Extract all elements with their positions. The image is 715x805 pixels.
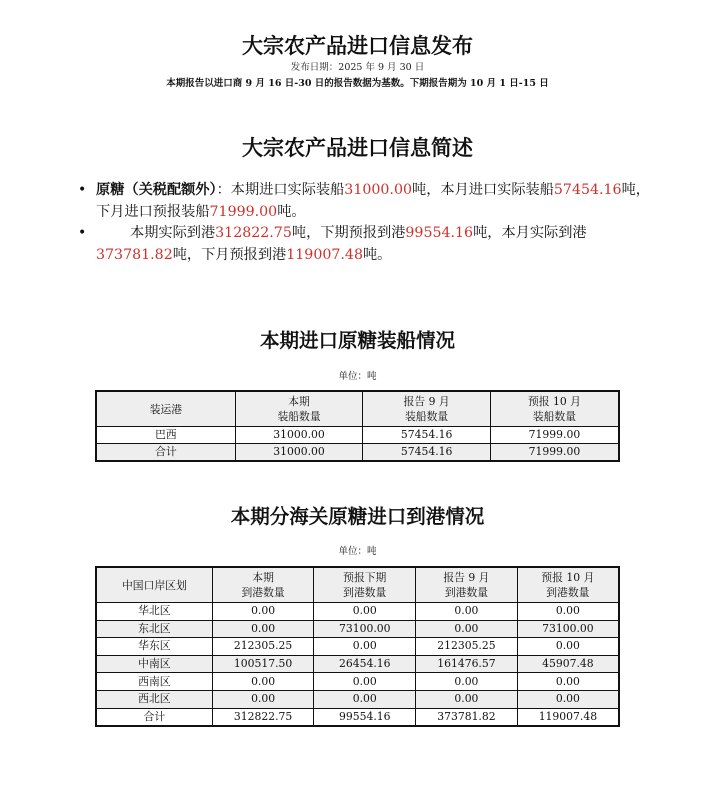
table-cell: 73100.00 xyxy=(517,620,619,638)
summary-text: 吨。 xyxy=(362,246,392,263)
table-header-cell: 本期 装船数量 xyxy=(235,391,363,427)
table-cell: 73100.00 xyxy=(314,620,416,638)
value-month-arrival: 373781.82 xyxy=(96,246,173,263)
table-cell: 合计 xyxy=(96,708,212,726)
table-cell: 中南区 xyxy=(96,655,212,673)
table-cell: 0.00 xyxy=(517,603,619,621)
summary-item-arrival xyxy=(78,223,658,266)
table-cell: 312822.75 xyxy=(212,708,314,726)
table-cell: 212305.25 xyxy=(416,638,518,656)
page-title: 大宗农产品进口信息发布 xyxy=(242,33,473,58)
table-cell: 71999.00 xyxy=(490,427,619,444)
summary-text: 吨，本月进口实际装船 xyxy=(412,182,554,198)
table-cell: 0.00 xyxy=(517,673,619,691)
summary-text: 吨，下月预报到港 xyxy=(172,246,287,263)
bullet-icon: • xyxy=(78,182,87,198)
table-cell: 0.00 xyxy=(517,690,619,708)
table-header-cell: 预报 10 月 装船数量 xyxy=(490,391,619,427)
summary-item-shipping xyxy=(78,180,658,223)
table-cell: 东北区 xyxy=(96,620,212,638)
table-cell: 99554.16 xyxy=(314,708,416,726)
table-cell: 57454.16 xyxy=(363,427,491,444)
table-cell: 0.00 xyxy=(416,673,518,691)
table-row xyxy=(96,638,619,656)
arrival-unit-label: 单位：吨 xyxy=(338,546,377,557)
table-header-cell: 预报 10 月 到港数量 xyxy=(517,567,619,603)
table-cell: 0.00 xyxy=(212,690,314,708)
table-header-cell: 报告 9 月 到港数量 xyxy=(416,567,518,603)
summary-list xyxy=(78,180,658,266)
table-cell: 0.00 xyxy=(212,603,314,621)
table-cell: 373781.82 xyxy=(416,708,518,726)
summary-text: 吨，本月实际到港 xyxy=(473,225,587,241)
table-cell: 57454.16 xyxy=(363,444,491,462)
table-row xyxy=(96,427,619,444)
table-cell: 212305.25 xyxy=(212,638,314,656)
arrival-section-title: 本期分海关原糖进口到港情况 xyxy=(230,505,485,528)
table-header-cell: 中国口岸区划 xyxy=(96,567,212,603)
table-cell: 26454.16 xyxy=(314,655,416,673)
summary-text: 本期实际到港 xyxy=(130,225,216,241)
table-header-cell: 报告 9 月 装船数量 xyxy=(363,391,491,427)
table-cell: 45907.48 xyxy=(517,655,619,673)
table-cell: 西北区 xyxy=(96,690,212,708)
table-cell: 0.00 xyxy=(212,620,314,638)
table-cell: 161476.57 xyxy=(416,655,518,673)
table-cell: 0.00 xyxy=(314,603,416,621)
table-row xyxy=(96,655,619,673)
table-header-cell: 装运港 xyxy=(96,391,235,427)
table-cell: 31000.00 xyxy=(235,444,363,462)
table-row xyxy=(96,603,619,621)
table-cell: 119007.48 xyxy=(517,708,619,726)
summary-title: 大宗农产品进口信息简述 xyxy=(242,135,473,160)
shipping-section-title: 本期进口原糖装船情况 xyxy=(259,329,455,352)
table-header-row xyxy=(96,391,619,427)
report-period-note: 本期报告以进口商 9 月 16 日-30 日的报告数据为基数。下期报告期为 10 月 1 日-15 日 xyxy=(166,78,549,89)
table-header-row xyxy=(96,567,619,603)
table-cell: 0.00 xyxy=(314,690,416,708)
table-cell: 合计 xyxy=(96,444,235,462)
table-row xyxy=(96,620,619,638)
value-month-shipped: 57454.16 xyxy=(553,182,622,198)
table-row-total xyxy=(96,708,619,726)
table-cell: 100517.50 xyxy=(212,655,314,673)
shipping-unit-label: 单位：吨 xyxy=(338,371,377,382)
table-row xyxy=(96,690,619,708)
table-cell: 0.00 xyxy=(416,603,518,621)
table-header-cell: 预报下期 到港数量 xyxy=(314,567,416,603)
table-cell: 71999.00 xyxy=(490,444,619,462)
table-cell: 0.00 xyxy=(314,673,416,691)
value-current-arrival: 312822.75 xyxy=(215,225,292,241)
bullet-icon: • xyxy=(78,225,87,241)
summary-text: 吨，下期预报到港 xyxy=(291,225,406,241)
commodity-label: 原糖（关税配额外） xyxy=(96,182,217,198)
table-cell: 31000.00 xyxy=(235,427,363,444)
value-next-arrival: 99554.16 xyxy=(405,225,474,241)
summary-text: ：本期进口实际装船 xyxy=(216,182,345,198)
value-current-shipped: 31000.00 xyxy=(344,182,412,198)
arrival-table xyxy=(95,566,620,727)
shipping-table xyxy=(95,390,620,462)
table-cell: 西南区 xyxy=(96,673,212,691)
value-next-month-arrival: 119007.48 xyxy=(286,246,363,263)
table-cell: 华北区 xyxy=(96,603,212,621)
summary-text: 吨。 xyxy=(277,203,306,220)
summary-text: 吨，下月进口预报装船 xyxy=(96,182,650,220)
table-row-total xyxy=(96,444,619,462)
table-cell: 0.00 xyxy=(314,638,416,656)
table-header-cell: 本期 到港数量 xyxy=(212,567,314,603)
publish-date: 发布日期：2025 年 9 月 30 日 xyxy=(290,62,425,73)
table-cell: 0.00 xyxy=(212,673,314,691)
table-row xyxy=(96,673,619,691)
table-cell: 巴西 xyxy=(96,427,235,444)
value-next-month-shipped: 71999.00 xyxy=(209,203,278,220)
table-cell: 华东区 xyxy=(96,638,212,656)
table-cell: 0.00 xyxy=(416,620,518,638)
table-cell: 0.00 xyxy=(517,638,619,656)
table-cell: 0.00 xyxy=(416,690,518,708)
